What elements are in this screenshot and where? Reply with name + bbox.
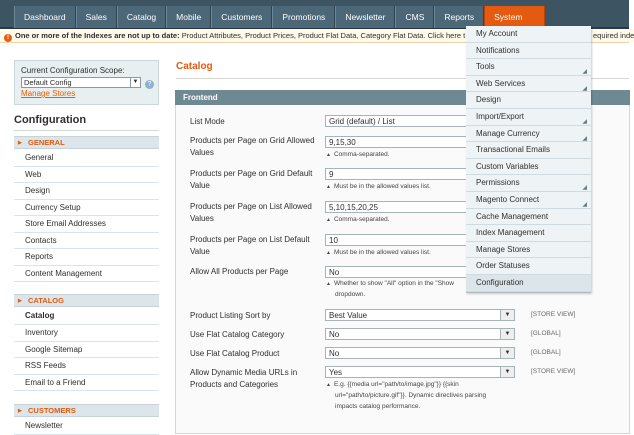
menu-item-index-management[interactable]: Index Management <box>466 225 591 242</box>
submenu-arrow-icon: ◢ <box>582 135 587 142</box>
scope-tag: [STORE VIEW] <box>531 311 576 318</box>
field-label: Use Flat Catalog Product <box>190 349 280 358</box>
menu-item-manage-currency[interactable]: Manage Currency ◢ <box>466 126 591 143</box>
notice-text[interactable]: Product Attributes, Product Prices, Product Flat Data, Category Flat Data. Click here t <box>181 31 466 40</box>
scope-tag: [STORE VIEW] <box>531 368 576 375</box>
submenu-arrow-icon: ◢ <box>582 119 587 125</box>
section-catalog[interactable]: ▶ CATALOG <box>14 294 159 307</box>
nav-customers[interactable]: Customers <box>211 6 272 28</box>
field-note-cont: impacts catalog performance. <box>335 403 421 410</box>
field-note: ▲ Whether to show "All" option in the "Show <box>326 280 454 287</box>
field-value: No <box>329 268 340 277</box>
scope-select[interactable] <box>21 77 141 88</box>
divider <box>14 130 159 131</box>
field-label: Use Flat Catalog Category <box>190 330 285 339</box>
field-value: 10 <box>329 236 338 245</box>
sidebar-item-content-management[interactable]: Content Management <box>14 266 159 283</box>
nav-dashboard[interactable]: Dashboard <box>14 6 76 28</box>
menu-item-cache-management[interactable]: Cache Management <box>466 209 591 226</box>
section-customers[interactable]: ▶ CUSTOMERS <box>14 404 159 417</box>
notice-bold: One or more of the Indexes are not up to date: <box>15 31 180 40</box>
field-value: 5,10,15,20,25 <box>329 203 378 212</box>
menu-item-custom-variables[interactable]: Custom Variables <box>466 159 591 176</box>
menu-item-magento-connect[interactable]: Magento Connect ◢ <box>466 192 591 209</box>
page-title: Catalog <box>176 61 213 72</box>
top-navigation <box>0 0 629 29</box>
field-note: ▲ E.g. {{media url="path/to/image.jpg"}} {{skin <box>326 381 459 388</box>
sidebar-item-rss-feeds[interactable]: RSS Feeds <box>14 358 159 375</box>
field-note: ▲ Comma-separated. <box>326 151 390 158</box>
scope-switcher <box>14 60 159 105</box>
field-label: Products per Page on List Default Value <box>190 235 310 256</box>
nav-catalog[interactable]: Catalog <box>117 6 166 28</box>
sidebar-item-currency-setup[interactable]: Currency Setup <box>14 200 159 217</box>
chevron-down-icon: ▼ <box>500 329 514 339</box>
nav-sales[interactable]: Sales <box>76 6 117 28</box>
field-note: ▲ Comma-separated. <box>326 216 390 223</box>
flat-catalog-product-select[interactable] <box>325 347 515 359</box>
scope-select-value: Default Config <box>24 78 72 87</box>
sidebar-item-web[interactable]: Web <box>14 167 159 184</box>
nav-newsletter[interactable]: Newsletter <box>335 6 395 28</box>
field-value: Best Value <box>329 311 368 320</box>
submenu-arrow-icon: ◢ <box>582 85 587 92</box>
sidebar-item-reports[interactable]: Reports <box>14 249 159 266</box>
flat-catalog-category-select[interactable] <box>325 328 515 340</box>
sidebar-item-contacts[interactable]: Contacts <box>14 233 159 250</box>
section-general[interactable]: ▶ GENERAL <box>14 136 159 149</box>
chevron-down-icon: ▼ <box>500 348 514 358</box>
nav-promotions[interactable]: Promotions <box>272 6 335 28</box>
menu-item-design[interactable]: Design <box>466 92 591 109</box>
menu-item-manage-stores[interactable]: Manage Stores <box>466 242 591 259</box>
scope-tag: [GLOBAL] <box>531 349 561 356</box>
field-value: Yes <box>329 368 343 377</box>
fieldset-header[interactable]: Frontend <box>175 90 630 105</box>
field-label: List Mode <box>190 117 225 126</box>
field-note: ▲ Must be in the allowed values list. <box>326 249 431 256</box>
field-note: ▲ Must be in the allowed values list. <box>326 183 431 190</box>
sidebar-item-general[interactable]: General <box>14 150 159 167</box>
field-label: Product Listing Sort by <box>190 311 271 320</box>
chevron-down-icon: ▼ <box>500 367 514 377</box>
chevron-down-icon: ▼ <box>500 310 514 320</box>
menu-item-transactional-emails[interactable]: Transactional Emails <box>466 142 591 159</box>
sidebar-item-email-friend[interactable]: Email to a Friend <box>14 375 159 392</box>
submenu-arrow-icon: ◢ <box>582 185 587 192</box>
field-label: Allow All Products per Page <box>190 267 289 276</box>
field-value: 9,15,30 <box>329 138 356 147</box>
field-note-cont: url="path/to/picture.gif"}}. Dynamic directives parsing <box>335 392 487 399</box>
help-icon[interactable]: ? <box>145 80 154 89</box>
field-value: No <box>329 349 340 358</box>
menu-item-web-services[interactable]: Web Services ◢ <box>466 76 591 93</box>
nav-system[interactable]: System <box>484 6 545 28</box>
scope-tag: [GLOBAL] <box>531 330 561 337</box>
menu-item-tools[interactable]: Tools ◢ <box>466 59 591 76</box>
sidebar-item-inventory[interactable]: Inventory <box>14 325 159 342</box>
nav-mobile[interactable]: Mobile <box>166 6 211 28</box>
sidebar-item-store-email[interactable]: Store Email Addresses <box>14 216 159 233</box>
menu-item-order-statuses[interactable]: Order Statuses <box>466 258 591 275</box>
field-label: Allow Dynamic Media URLs in Products and Categories <box>190 368 298 389</box>
manage-stores-link[interactable]: Manage Stores <box>21 89 76 98</box>
field-value: Grid (default) / List <box>329 117 395 126</box>
field-label: Products per Page on Grid Allowed Values <box>190 136 315 157</box>
sidebar-item-catalog[interactable]: Catalog <box>14 308 159 325</box>
menu-item-notifications[interactable]: Notifications <box>466 43 591 60</box>
menu-item-my-account[interactable]: My Account <box>466 26 591 43</box>
sidebar-item-design[interactable]: Design <box>14 183 159 200</box>
field-label: Products per Page on Grid Default Value <box>190 169 313 190</box>
menu-item-configuration[interactable]: Configuration <box>466 275 591 292</box>
sidebar-item-google-sitemap[interactable]: Google Sitemap <box>14 342 159 359</box>
sidebar-title: Configuration <box>14 114 87 126</box>
menu-item-import-export[interactable]: Import/Export ◢ <box>466 109 591 126</box>
dynamic-media-urls-select[interactable] <box>325 366 515 378</box>
warning-icon: ! <box>4 34 12 42</box>
field-value: No <box>329 330 340 339</box>
menu-item-permissions[interactable]: Permissions ◢ <box>466 175 591 192</box>
scope-label: Current Configuration Scope: <box>21 66 125 75</box>
listing-sort-select[interactable] <box>325 309 515 321</box>
submenu-arrow-icon: ◢ <box>582 202 587 208</box>
field-value: 9 <box>329 170 334 179</box>
field-note-cont: dropdown. <box>335 291 366 298</box>
submenu-arrow-icon: ◢ <box>582 69 587 76</box>
nav-cms[interactable]: CMS <box>395 6 434 28</box>
notice-tail: equired inde <box>593 31 634 40</box>
field-label: Products per Page on List Allowed Values <box>190 202 312 223</box>
sidebar-item-newsletter[interactable]: Newsletter <box>14 418 159 435</box>
chevron-down-icon: ▼ <box>130 78 140 87</box>
nav-reports[interactable]: Reports <box>434 6 484 28</box>
